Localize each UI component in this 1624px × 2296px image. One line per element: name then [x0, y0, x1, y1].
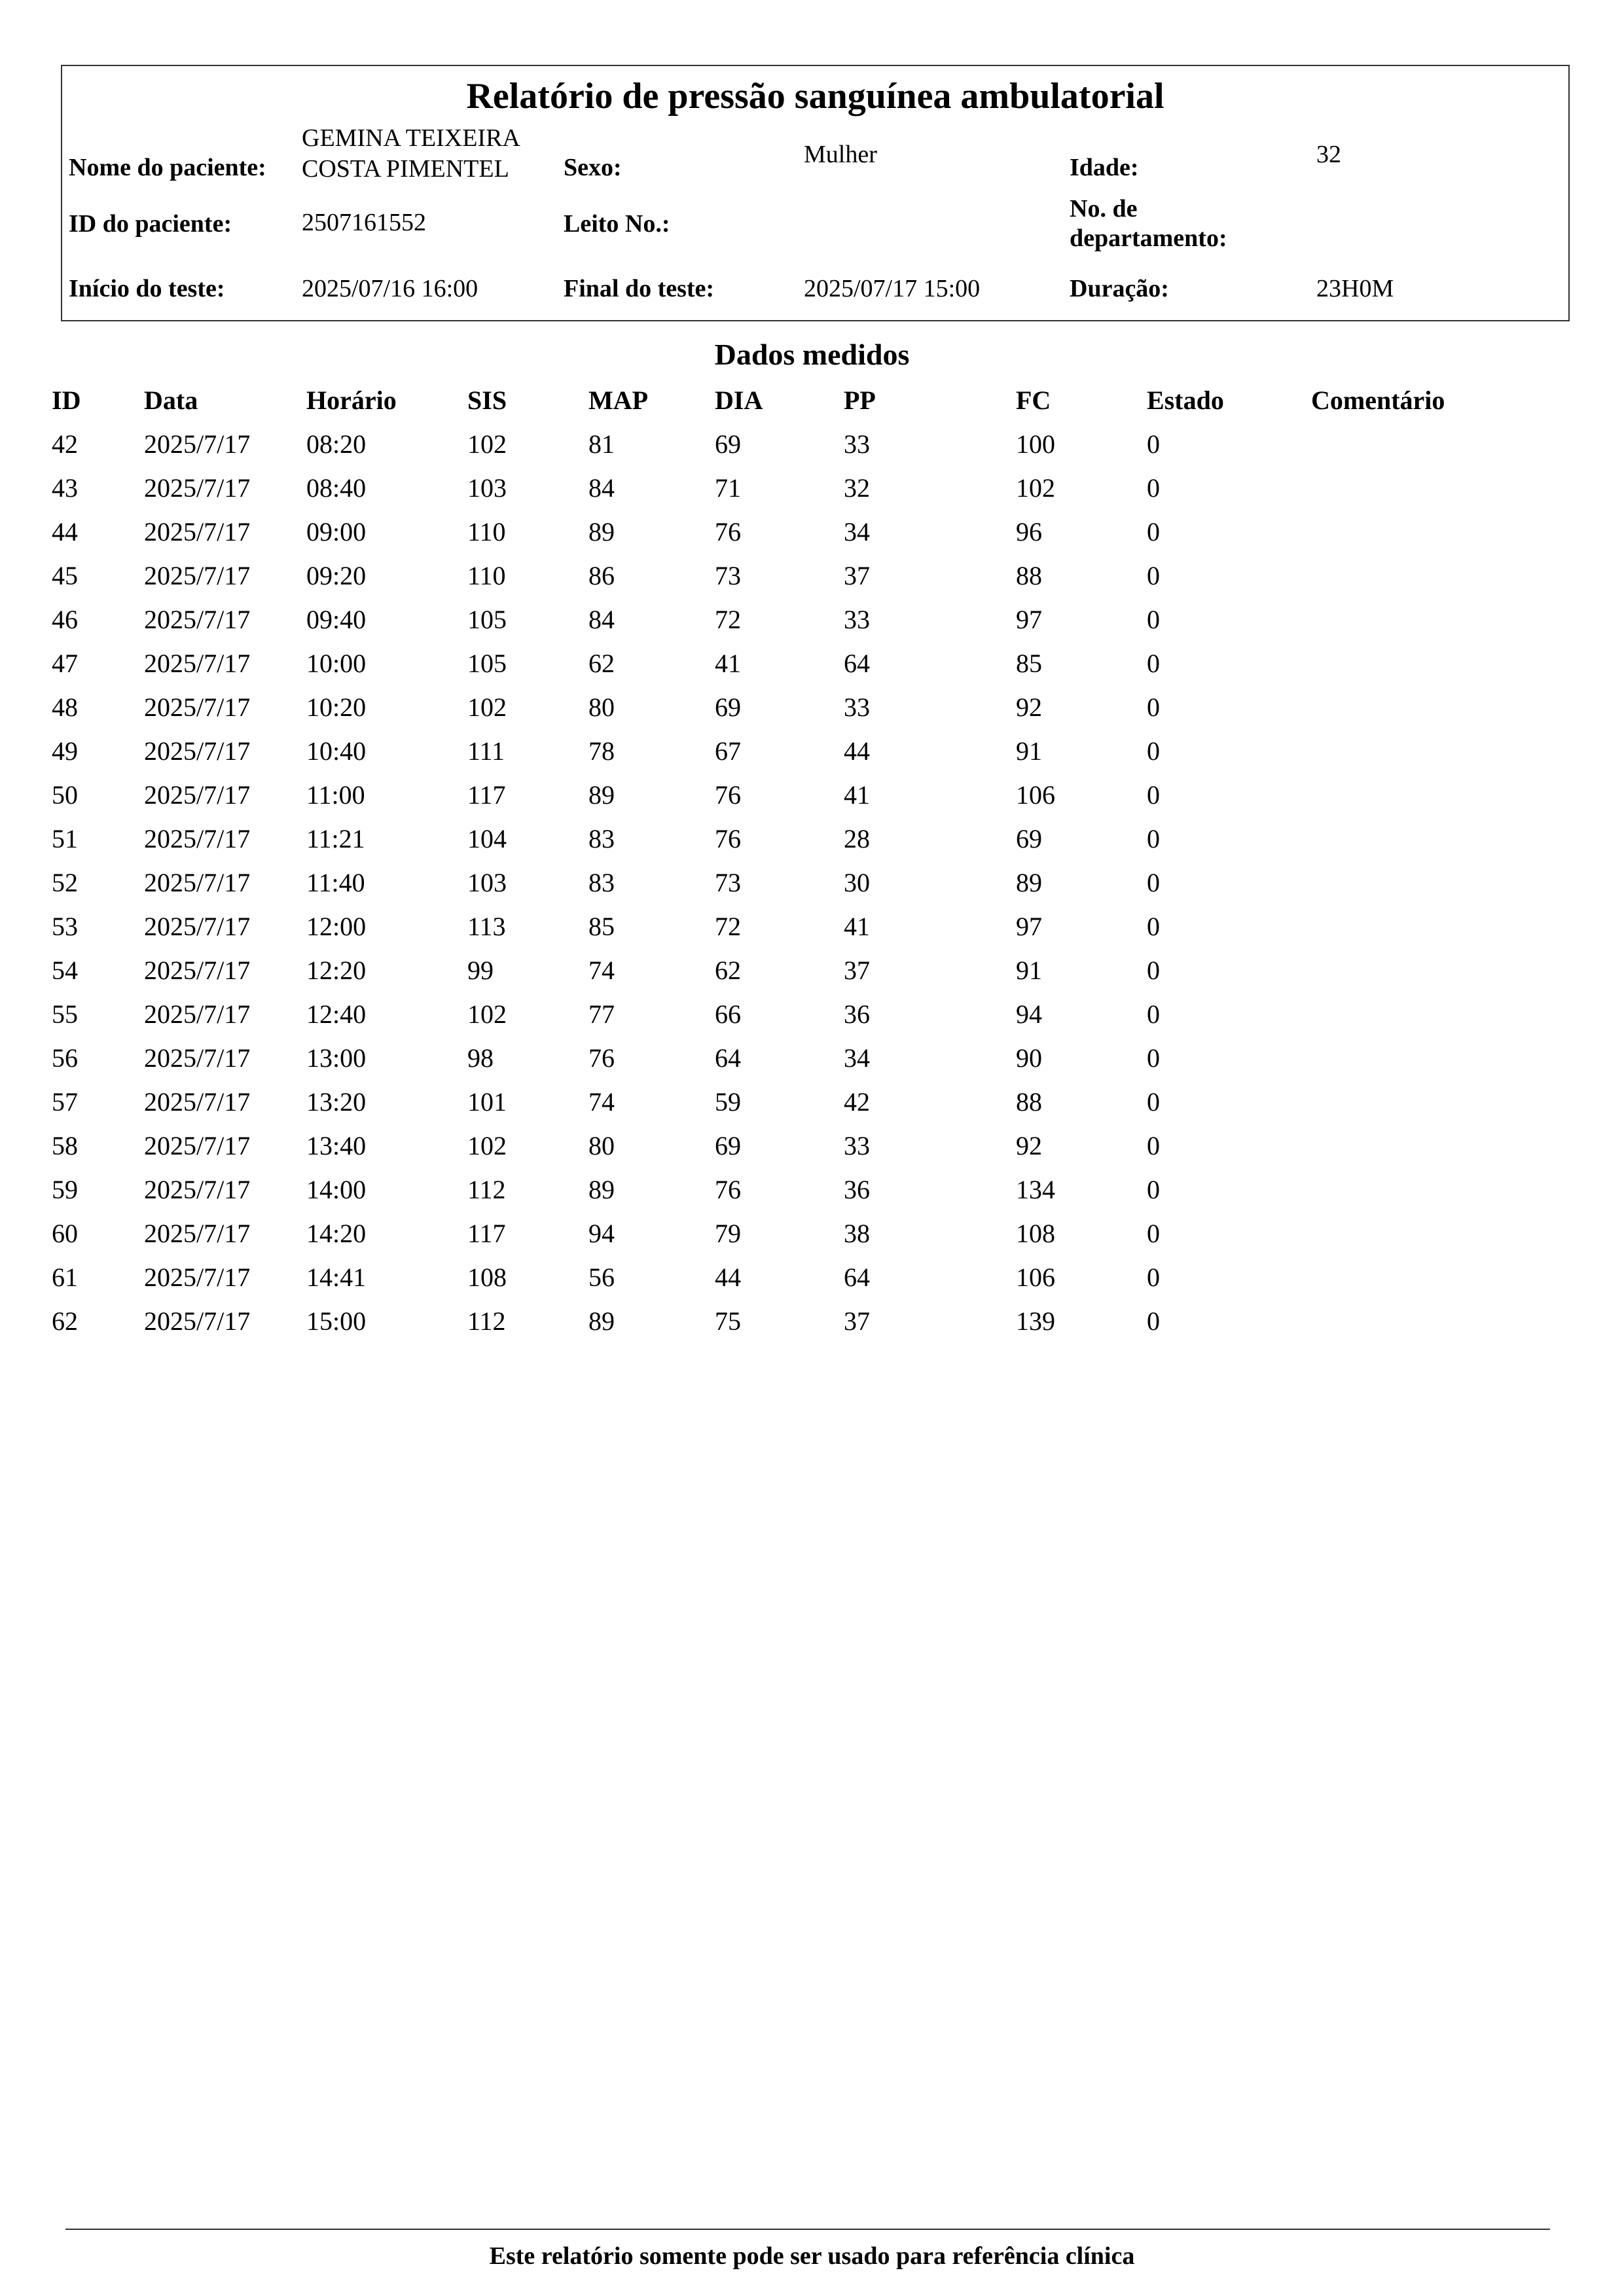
cell-hr: 88 — [1016, 1087, 1042, 1117]
cell-sys: 102 — [467, 999, 507, 1029]
cell-pp: 36 — [844, 999, 870, 1029]
cell-time: 10:20 — [306, 692, 367, 722]
cell-time: 14:20 — [306, 1219, 367, 1248]
cell-id: 45 — [52, 561, 78, 590]
report-title: Relatório de pressão sanguínea ambulatorial — [466, 76, 1164, 117]
cell-id: 50 — [52, 780, 78, 810]
cell-time: 13:00 — [306, 1043, 367, 1073]
cell-date: 2025/7/17 — [144, 517, 251, 547]
cell-time: 12:40 — [306, 999, 367, 1029]
cell-hr: 69 — [1016, 824, 1042, 853]
cell-hr: 94 — [1016, 999, 1042, 1029]
sex-label: Sexo: — [564, 154, 622, 181]
cell-hr: 97 — [1016, 912, 1042, 941]
cell-pp: 44 — [844, 736, 870, 766]
column-header-map: MAP — [588, 386, 649, 415]
column-header-status: Estado — [1147, 386, 1224, 415]
cell-pp: 36 — [844, 1175, 870, 1204]
cell-id: 57 — [52, 1087, 78, 1117]
cell-date: 2025/7/17 — [144, 956, 251, 985]
cell-date: 2025/7/17 — [144, 736, 251, 766]
cell-map: 62 — [588, 649, 615, 678]
cell-hr: 106 — [1016, 1263, 1055, 1292]
cell-sys: 101 — [467, 1087, 507, 1117]
cell-hr: 92 — [1016, 692, 1042, 722]
cell-dia: 79 — [715, 1219, 741, 1248]
cell-time: 12:20 — [306, 956, 367, 985]
cell-pp: 64 — [844, 1263, 870, 1292]
cell-id: 55 — [52, 999, 78, 1029]
cell-id: 42 — [52, 429, 78, 459]
column-header-dia: DIA — [715, 386, 763, 415]
cell-id: 43 — [52, 473, 78, 503]
cell-sys: 111 — [467, 736, 505, 766]
cell-hr: 97 — [1016, 605, 1042, 634]
cell-pp: 33 — [844, 1131, 870, 1160]
cell-dia: 69 — [715, 1131, 741, 1160]
column-header-id: ID — [52, 386, 81, 415]
cell-map: 84 — [588, 605, 615, 634]
column-header-time: Horário — [306, 386, 397, 415]
cell-date: 2025/7/17 — [144, 692, 251, 722]
cell-dia: 76 — [715, 517, 741, 547]
cell-dia: 62 — [715, 956, 741, 985]
cell-time: 12:00 — [306, 912, 367, 941]
cell-pp: 34 — [844, 517, 870, 547]
cell-status: 0 — [1147, 517, 1160, 547]
cell-time: 10:00 — [306, 649, 367, 678]
cell-time: 14:00 — [306, 1175, 367, 1204]
cell-time: 14:41 — [306, 1263, 367, 1292]
cell-dia: 71 — [715, 473, 741, 503]
cell-map: 76 — [588, 1043, 615, 1073]
duration-value: 23H0M — [1316, 275, 1394, 302]
department-label-line1: No. de — [1070, 195, 1138, 223]
patient-name-line2: COSTA PIMENTEL — [302, 155, 509, 183]
cell-date: 2025/7/17 — [144, 649, 251, 678]
cell-id: 52 — [52, 868, 78, 897]
cell-id: 47 — [52, 649, 78, 678]
cell-date: 2025/7/17 — [144, 1306, 251, 1336]
cell-status: 0 — [1147, 824, 1160, 853]
cell-dia: 66 — [715, 999, 741, 1029]
cell-status: 0 — [1147, 1306, 1160, 1336]
cell-time: 11:21 — [306, 824, 365, 853]
cell-sys: 112 — [467, 1306, 506, 1336]
cell-dia: 69 — [715, 692, 741, 722]
cell-map: 77 — [588, 999, 615, 1029]
cell-id: 62 — [52, 1306, 78, 1336]
cell-pp: 37 — [844, 1306, 870, 1336]
cell-date: 2025/7/17 — [144, 912, 251, 941]
cell-status: 0 — [1147, 429, 1160, 459]
cell-hr: 96 — [1016, 517, 1042, 547]
footer-note: Este relatório somente pode ser usado para referência clínica — [489, 2242, 1135, 2270]
cell-hr: 91 — [1016, 956, 1042, 985]
column-header-date: Data — [144, 386, 198, 415]
age-value: 32 — [1316, 141, 1341, 168]
patient-id-value: 2507161552 — [302, 209, 426, 236]
patient-name-label: Nome do paciente: — [69, 154, 266, 181]
cell-id: 53 — [52, 912, 78, 941]
cell-status: 0 — [1147, 473, 1160, 503]
cell-id: 46 — [52, 605, 78, 634]
cell-date: 2025/7/17 — [144, 1175, 251, 1204]
cell-pp: 37 — [844, 561, 870, 590]
cell-time: 09:00 — [306, 517, 367, 547]
cell-pp: 42 — [844, 1087, 870, 1117]
cell-dia: 44 — [715, 1263, 741, 1292]
cell-status: 0 — [1147, 561, 1160, 590]
cell-sys: 98 — [467, 1043, 494, 1073]
cell-date: 2025/7/17 — [144, 824, 251, 853]
cell-map: 56 — [588, 1263, 615, 1292]
cell-status: 0 — [1147, 649, 1160, 678]
cell-pp: 41 — [844, 780, 870, 810]
cell-date: 2025/7/17 — [144, 1263, 251, 1292]
column-header-sys: SIS — [467, 386, 507, 415]
cell-date: 2025/7/17 — [144, 1131, 251, 1160]
cell-id: 60 — [52, 1219, 78, 1248]
cell-pp: 34 — [844, 1043, 870, 1073]
cell-sys: 104 — [467, 824, 507, 853]
test-end-label: Final do teste: — [564, 275, 715, 302]
cell-date: 2025/7/17 — [144, 1219, 251, 1248]
cell-hr: 88 — [1016, 561, 1042, 590]
cell-map: 80 — [588, 1131, 615, 1160]
cell-dia: 76 — [715, 1175, 741, 1204]
test-start-label: Início do teste: — [69, 275, 225, 302]
patient-name-line1: GEMINA TEIXEIRA — [302, 124, 520, 152]
cell-sys: 99 — [467, 956, 494, 985]
cell-map: 89 — [588, 1306, 615, 1336]
cell-dia: 73 — [715, 868, 741, 897]
cell-pp: 41 — [844, 912, 870, 941]
measurements-title: Dados medidos — [714, 338, 910, 371]
cell-hr: 108 — [1016, 1219, 1055, 1248]
cell-time: 15:00 — [306, 1306, 367, 1336]
cell-status: 0 — [1147, 1219, 1160, 1248]
cell-status: 0 — [1147, 1263, 1160, 1292]
cell-time: 11:00 — [306, 780, 365, 810]
cell-id: 54 — [52, 956, 78, 985]
cell-dia: 69 — [715, 429, 741, 459]
cell-id: 61 — [52, 1263, 78, 1292]
cell-sys: 102 — [467, 692, 507, 722]
cell-pp: 30 — [844, 868, 870, 897]
cell-status: 0 — [1147, 1043, 1160, 1073]
cell-pp: 33 — [844, 605, 870, 634]
cell-id: 44 — [52, 517, 78, 547]
cell-sys: 102 — [467, 429, 507, 459]
cell-sys: 112 — [467, 1175, 506, 1204]
cell-dia: 72 — [715, 912, 741, 941]
sex-value: Mulher — [804, 141, 877, 168]
cell-hr: 102 — [1016, 473, 1055, 503]
cell-date: 2025/7/17 — [144, 429, 251, 459]
cell-date: 2025/7/17 — [144, 780, 251, 810]
cell-status: 0 — [1147, 1175, 1160, 1204]
cell-map: 94 — [588, 1219, 615, 1248]
cell-dia: 59 — [715, 1087, 741, 1117]
cell-map: 89 — [588, 1175, 615, 1204]
cell-pp: 33 — [844, 692, 870, 722]
cell-id: 59 — [52, 1175, 78, 1204]
cell-dia: 64 — [715, 1043, 741, 1073]
cell-map: 83 — [588, 868, 615, 897]
cell-map: 74 — [588, 1087, 615, 1117]
cell-date: 2025/7/17 — [144, 1087, 251, 1117]
cell-date: 2025/7/17 — [144, 1043, 251, 1073]
cell-dia: 67 — [715, 736, 741, 766]
cell-time: 09:20 — [306, 561, 367, 590]
cell-pp: 32 — [844, 473, 870, 503]
cell-pp: 28 — [844, 824, 870, 853]
column-header-pp: PP — [844, 386, 876, 415]
cell-time: 09:40 — [306, 605, 367, 634]
patient-id-label: ID do paciente: — [69, 210, 232, 238]
cell-time: 13:20 — [306, 1087, 367, 1117]
cell-map: 89 — [588, 517, 615, 547]
cell-pp: 37 — [844, 956, 870, 985]
column-header-comment: Comentário — [1311, 386, 1445, 415]
cell-dia: 75 — [715, 1306, 741, 1336]
cell-date: 2025/7/17 — [144, 999, 251, 1029]
cell-map: 89 — [588, 780, 615, 810]
cell-id: 48 — [52, 692, 78, 722]
cell-hr: 139 — [1016, 1306, 1055, 1336]
cell-pp: 64 — [844, 649, 870, 678]
cell-date: 2025/7/17 — [144, 868, 251, 897]
cell-sys: 110 — [467, 561, 506, 590]
cell-status: 0 — [1147, 780, 1160, 810]
cell-dia: 41 — [715, 649, 741, 678]
cell-pp: 33 — [844, 429, 870, 459]
cell-date: 2025/7/17 — [144, 473, 251, 503]
bed-label: Leito No.: — [564, 210, 670, 238]
cell-sys: 103 — [467, 868, 507, 897]
cell-status: 0 — [1147, 912, 1160, 941]
cell-map: 83 — [588, 824, 615, 853]
cell-sys: 103 — [467, 473, 507, 503]
column-header-hr: FC — [1016, 386, 1051, 415]
cell-time: 13:40 — [306, 1131, 367, 1160]
test-start-value: 2025/07/16 16:00 — [302, 275, 478, 302]
cell-hr: 92 — [1016, 1131, 1042, 1160]
cell-status: 0 — [1147, 736, 1160, 766]
cell-sys: 105 — [467, 649, 507, 678]
cell-sys: 117 — [467, 780, 506, 810]
cell-hr: 91 — [1016, 736, 1042, 766]
cell-map: 81 — [588, 429, 615, 459]
cell-map: 78 — [588, 736, 615, 766]
cell-map: 86 — [588, 561, 615, 590]
cell-id: 49 — [52, 736, 78, 766]
cell-date: 2025/7/17 — [144, 605, 251, 634]
cell-hr: 85 — [1016, 649, 1042, 678]
cell-dia: 76 — [715, 824, 741, 853]
cell-sys: 102 — [467, 1131, 507, 1160]
cell-hr: 90 — [1016, 1043, 1042, 1073]
cell-hr: 134 — [1016, 1175, 1055, 1204]
cell-time: 10:40 — [306, 736, 367, 766]
cell-status: 0 — [1147, 605, 1160, 634]
duration-label: Duração: — [1070, 275, 1169, 302]
department-label-line2: departamento: — [1070, 224, 1227, 252]
cell-date: 2025/7/17 — [144, 561, 251, 590]
cell-sys: 117 — [467, 1219, 506, 1248]
footer-divider — [65, 2229, 1550, 2230]
cell-map: 74 — [588, 956, 615, 985]
cell-map: 80 — [588, 692, 615, 722]
cell-sys: 113 — [467, 912, 506, 941]
cell-status: 0 — [1147, 999, 1160, 1029]
cell-hr: 100 — [1016, 429, 1055, 459]
cell-hr: 106 — [1016, 780, 1055, 810]
cell-time: 08:40 — [306, 473, 367, 503]
cell-pp: 38 — [844, 1219, 870, 1248]
cell-hr: 89 — [1016, 868, 1042, 897]
cell-status: 0 — [1147, 868, 1160, 897]
cell-id: 58 — [52, 1131, 78, 1160]
cell-status: 0 — [1147, 1087, 1160, 1117]
patient-info-box — [61, 65, 1570, 321]
cell-map: 85 — [588, 912, 615, 941]
cell-map: 84 — [588, 473, 615, 503]
cell-id: 51 — [52, 824, 78, 853]
cell-time: 11:40 — [306, 868, 365, 897]
cell-sys: 110 — [467, 517, 506, 547]
cell-sys: 108 — [467, 1263, 507, 1292]
cell-dia: 76 — [715, 780, 741, 810]
cell-status: 0 — [1147, 956, 1160, 985]
cell-id: 56 — [52, 1043, 78, 1073]
cell-dia: 72 — [715, 605, 741, 634]
cell-sys: 105 — [467, 605, 507, 634]
test-end-value: 2025/07/17 15:00 — [804, 275, 981, 302]
cell-dia: 73 — [715, 561, 741, 590]
cell-time: 08:20 — [306, 429, 367, 459]
age-label: Idade: — [1070, 154, 1139, 181]
cell-status: 0 — [1147, 1131, 1160, 1160]
cell-status: 0 — [1147, 692, 1160, 722]
